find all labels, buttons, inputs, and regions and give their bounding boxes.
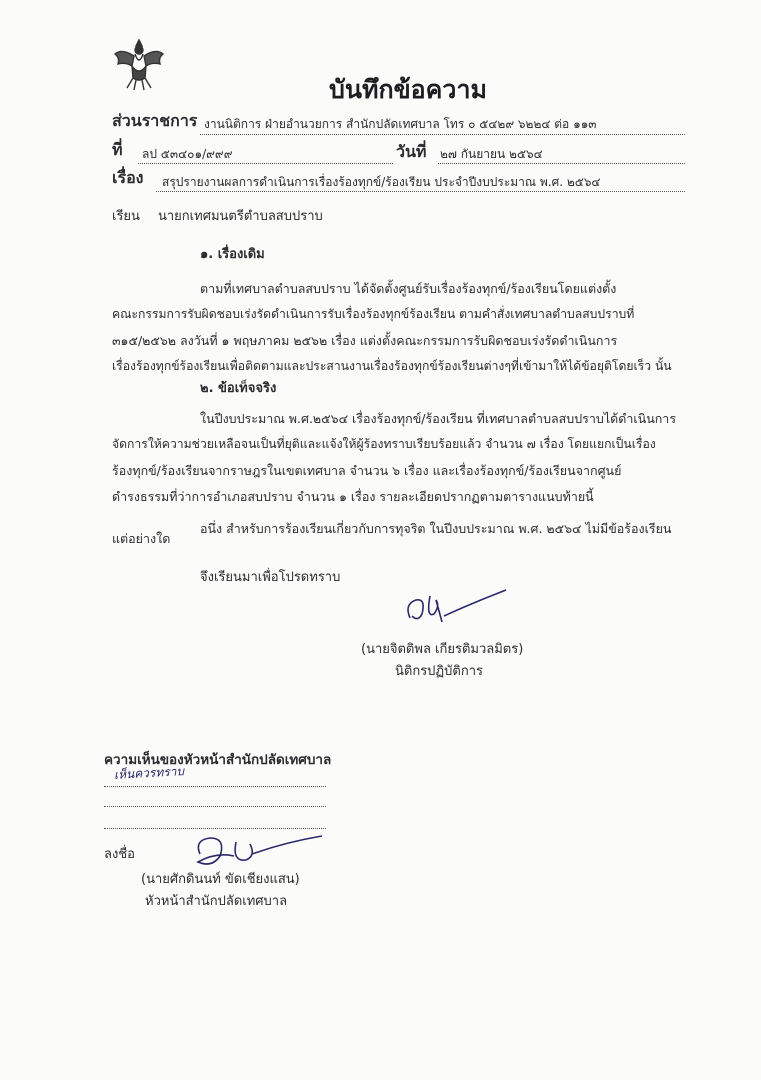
signer1-position: นิติกรปฏิบัติการ — [395, 664, 484, 679]
opinion-handwritten: เห็นควรทราบ — [113, 764, 185, 782]
section1-line: คณะกรรมการรับผิดชอบเร่งรัดดำเนินการรับเรื่องร้องทุกข์ร้องเรียน ตามคำสั่งเทศบาลตำบลสบปราบที่ — [112, 307, 635, 321]
agency-value: งานนิติการ ฝ่ายอำนวยการ สำนักปลัดเทศบาล โทร ๐ ๕๔๒๙ ๖๒๒๔ ต่อ ๑๑๓ — [204, 117, 597, 131]
section2-heading: ๒. ข้อเท็จจริง — [200, 381, 277, 396]
section2-line: จัดการให้ความช่วยเหลือจนเป็นที่ยุติและแจ้งให้ผู้ร้องทราบเรียบร้อยแล้ว จำนวน ๗ เรื่อง โดยแยกเป็นเรื่อง — [112, 437, 656, 451]
section1-heading: ๑. เรื่องเดิม — [200, 247, 265, 262]
section2-line: ในปีงบประมาณ พ.ศ.๒๕๖๔ เรื่องร้องทุกข์/ร้องเรียน ที่เทศบาลตำบลสบปราบได้ดำเนินการ — [200, 411, 677, 426]
subject-value: สรุปรายงานผลการดำเนินการเรื่องร้องทุกข์/ร้องเรียน ประจำปีงบประมาณ พ.ศ. ๒๕๖๔ — [162, 175, 601, 189]
signer1-name: (นายจิตติพล เกียรติมวลมิตร) — [361, 642, 524, 657]
section2-line: ร้องทุกข์/ร้องเรียนจากราษฎรในเขตเทศบาล จำนวน ๖ เรื่อง และเรื่องร้องทุกข์/ร้องเรียนจากศูนย์ — [112, 463, 622, 478]
opinion-dotted-line-1 — [104, 786, 326, 787]
ref-value: ลป ๕๓๔๐๑/๙๙๙ — [142, 147, 233, 161]
opinion-dotted-line-3 — [104, 828, 326, 829]
garuda-emblem-icon — [112, 36, 166, 92]
opinion-dotted-line-2 — [104, 806, 326, 807]
closing-text: จึงเรียนมาเพื่อโปรดทราบ — [200, 570, 341, 585]
subject-label: เรื่อง — [112, 168, 144, 187]
signer2-position: หัวหน้าสำนักปลัดเทศบาล — [145, 894, 288, 909]
date-label: วันที่ — [396, 142, 427, 161]
agency-label: ส่วนราชการ — [112, 111, 198, 130]
signer2-name: (นายศักดินนท์ ขัดเชียงแสน) — [141, 872, 300, 887]
section1-line: ตามที่เทศบาลตำบลสบปราบ ได้จัดตั้งศูนย์รับเรื่องร้องทุกข์/ร้องเรียนโดยแต่งตั้ง — [200, 281, 617, 296]
ref-label: ที่ — [112, 140, 123, 159]
section2-para2-line: อนึ่ง สำหรับการร้องเรียนเกี่ยวกับการทุจริต ในปีงบประมาณ พ.ศ. ๒๕๖๔ ไม่มีข้อร้องเรียน — [200, 521, 672, 536]
section1-line: เรื่องร้องทุกข์ร้องเรียนเพื่อติดตามและประสานงานเรื่องร้องทุกข์ร้องเรียนต่างๆที่เข้ามาให้ได้ข้อยุติโดยเร็ว นั้น — [112, 359, 672, 373]
signature-1-icon — [400, 588, 510, 630]
sign-label: ลงชื่อ — [104, 847, 135, 862]
salutation-value: นายกเทศมนตรีตำบลสบปราบ — [158, 209, 323, 224]
agency-dotted-line — [200, 134, 685, 135]
date-value: ๒๗ กันยายน ๒๕๖๔ — [440, 147, 543, 161]
section1-line: ๓๑๕/๒๕๖๒ ลงวันที่ ๑ พฤษภาคม ๒๕๖๒ เรื่อง แต่งตั้งคณะกรรมการรับผิดชอบเร่งรัดดำเนินการ — [112, 333, 618, 348]
section2-line: ดำรงธรรมที่ว่าการอำเภอสบปราบ จำนวน ๑ เรื่อง รายละเอียดปรากฏตามตารางแนบท้ายนี้ — [112, 489, 594, 504]
memo-title: บันทึกข้อความ — [329, 75, 487, 104]
opinion-heading: ความเห็นของหัวหน้าสำนักปลัดเทศบาล — [104, 752, 332, 768]
section2-para2-line: แต่อย่างใด — [112, 531, 171, 546]
salutation-label: เรียน — [112, 209, 140, 224]
signature-2-icon — [186, 832, 326, 872]
